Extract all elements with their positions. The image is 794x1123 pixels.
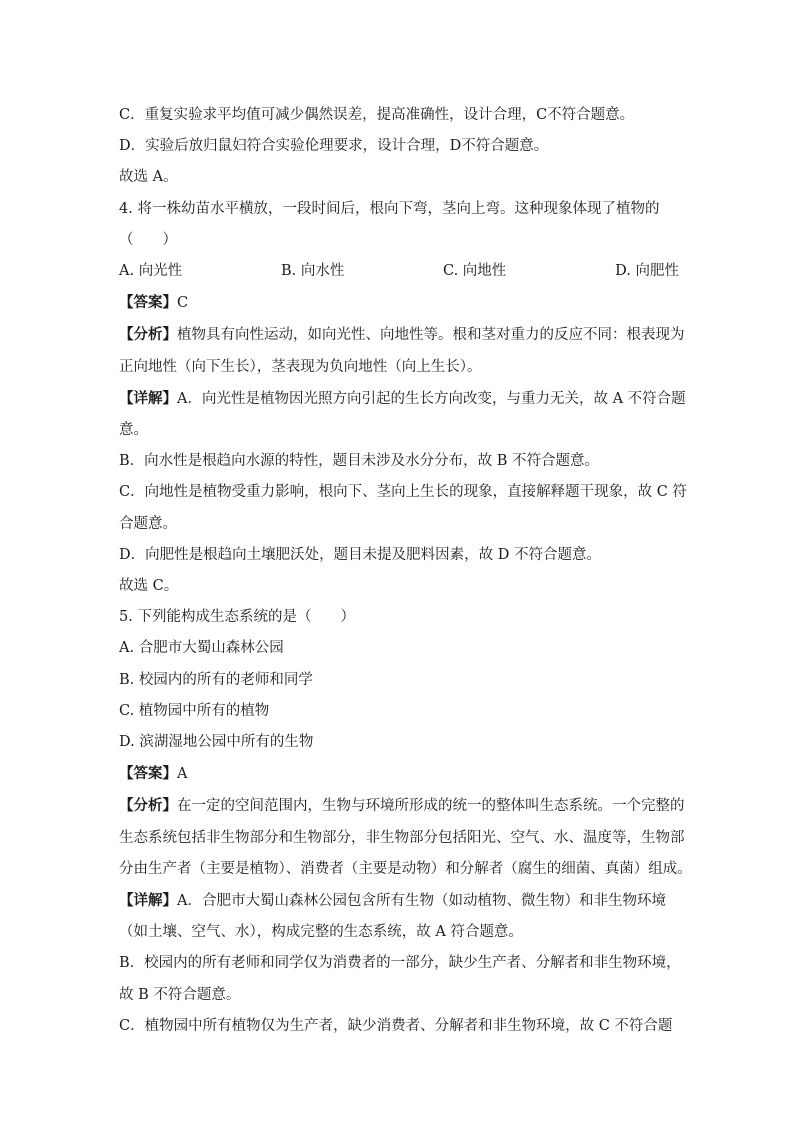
- option-d: D. 滨湖湿地公园中所有的生物: [119, 734, 314, 751]
- text-line: 生态系统包括非生物部分和生物部分，非生物部分包括阳光、空气、水、温度等，生物部: [119, 829, 685, 846]
- answer-tag: 【答案】: [119, 765, 177, 783]
- detail-tag: 【详解】: [119, 389, 177, 407]
- option-b: B. 校园内的所有的老师和同学: [119, 671, 313, 688]
- question-4-options: [119, 256, 679, 287]
- option-c: C. 植物园中所有的植物: [119, 702, 270, 719]
- text-line: C．向地性是植物受重力影响，根向下、茎向上生长的现象，直接解释题干现象，故 C 符: [119, 484, 687, 501]
- text-line: 意。: [119, 422, 148, 439]
- analysis-text: 在一定的空间范围内，生物与环境所形成的统一的整体叫生态系统。一个完整的: [177, 798, 685, 815]
- text-line: （如土壤、空气、水），构成完整的生态系统，故 A 符合题意。: [119, 924, 523, 941]
- text-line: D．实验后放归鼠妇符合实验伦理要求，设计合理，D不符合题意。: [119, 138, 549, 155]
- answer-line: [119, 287, 679, 319]
- text-line: 故选 C。: [119, 578, 179, 595]
- text-line: 合题意。: [119, 515, 177, 532]
- text-line: B．向水性是根趋向水源的特性，题目未涉及水分分布，故 B 不符合题意。: [119, 453, 600, 470]
- analysis-text: 植物具有向性运动，如向光性、向地性等。根和茎对重力的反应不同：根表现为: [177, 327, 685, 344]
- analysis-tag: 【分析】: [119, 797, 177, 815]
- option-c: C. 向地性: [443, 263, 507, 280]
- document-body: [119, 100, 692, 1042]
- text-line: C．重复实验求平均值可减少偶然误差，提高准确性，设计合理，C不符合题意。: [119, 107, 635, 123]
- question-4-stem: 4. 将一株幼苗水平横放，一段时间后，根向下弯，茎向上弯。这种现象体现了植物的: [119, 200, 660, 217]
- detail-line: [119, 885, 679, 917]
- option-a: A. 向光性: [119, 263, 183, 280]
- text-line: 故 B 不符合题意。: [119, 986, 241, 1003]
- detail-tag: 【详解】: [119, 892, 177, 910]
- answer-value: A: [177, 766, 188, 783]
- question-4-blank: （ ）: [119, 231, 177, 248]
- question-5-stem: 5. 下列能构成生态系统的是（ ）: [119, 609, 355, 626]
- option-a: A. 合肥市大蜀山森林公园: [119, 640, 284, 657]
- answer-value: C: [177, 295, 189, 312]
- answer-tag: 【答案】: [119, 294, 177, 312]
- text-line: B．校园内的所有老师和同学仅为消费者的一部分，缺少生产者、分解者和非生物环境，: [119, 955, 681, 972]
- text-line: 故选 A。: [119, 169, 178, 186]
- detail-text: A．向光性是植物因光照方向引起的生长方向改变，与重力无关，故 A 不符合题: [177, 390, 686, 407]
- text-line: D．向肥性是根趋向土壤肥沃处，题目未提及肥料因素，故 D 不符合题意。: [119, 546, 601, 563]
- text-line: 正向地性（向下生长），茎表现为负向地性（向上生长）。: [119, 358, 482, 375]
- analysis-tag: 【分析】: [119, 326, 177, 344]
- text-line: C．植物园中所有植物仅为生产者，缺少消费者、分解者和非生物环境，故 C 不符合题: [119, 1017, 673, 1034]
- analysis-line: [119, 319, 685, 351]
- option-b: B. 向水性: [281, 263, 345, 280]
- detail-line: [119, 383, 686, 415]
- text-line: 分由生产者（主要是植物）、消费者（主要是动物）和分解者（腐生的细菌、真菌）组成。: [119, 860, 692, 877]
- detail-text: A．合肥市大蜀山森林公园包含所有生物（如动植物、微生物）和非生物环境: [177, 893, 666, 910]
- answer-line: [119, 758, 679, 790]
- analysis-line: [119, 790, 685, 822]
- option-d: D. 向肥性: [615, 263, 679, 280]
